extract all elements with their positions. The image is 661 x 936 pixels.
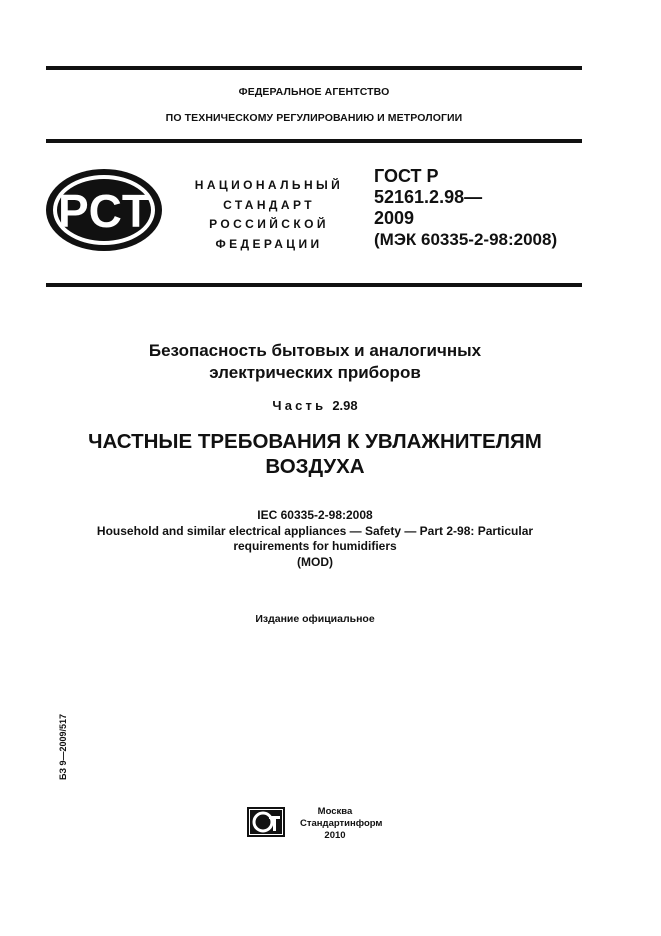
agency-line-2: ПО ТЕХНИЧЕСКОМУ РЕГУЛИРОВАНИЮ И МЕТРОЛОГИИ (165, 112, 463, 124)
title-line-1: Безопасность бытовых и аналогичных (148, 341, 482, 360)
standard-designation (374, 166, 557, 250)
edition-note: Издание официальное (255, 613, 375, 625)
iec-mod: (MOD) (297, 554, 333, 569)
standard-type (183, 176, 355, 254)
header-rule (46, 139, 582, 143)
side-note: БЗ 9—2009/517 (58, 713, 68, 780)
publisher-block (300, 806, 383, 842)
standard-type-line: РОССИЙСКОЙ (209, 217, 329, 231)
iec-title-line-1: Household and similar electrical appliances — Safety — Part 2-98: Particular (96, 523, 534, 538)
subtitle-line-1: ЧАСТНЫЕ ТРЕБОВАНИЯ К УВЛАЖНИТЕЛЯМ (88, 430, 542, 453)
title-rule (46, 283, 582, 287)
iec-code: IEC 60335-2-98:2008 (257, 508, 373, 522)
part-number: 2.98 (332, 398, 358, 413)
publisher-city: Москва (317, 806, 353, 817)
rst-logo-icon (44, 167, 164, 253)
standard-type-line: СТАНДАРТ (223, 197, 315, 212)
designation-line-3: 2009 (374, 208, 415, 228)
iec-title-line-2: requirements for humidifiers (233, 539, 397, 553)
svg-text:PCT: PCT (58, 185, 150, 237)
document-title (60, 340, 570, 384)
subtitle-line-2: ВОЗДУХА (265, 455, 365, 478)
publisher-name: Стандартинформ (300, 818, 383, 829)
title-line-2: электрических приборов (209, 363, 421, 382)
designation-line-4: (МЭК 60335-2-98:2008) (374, 230, 558, 249)
standartinform-logo-icon (247, 807, 285, 837)
iec-reference (50, 508, 580, 570)
standard-type-line: ФЕДЕРАЦИИ (215, 236, 323, 251)
document-subtitle (40, 429, 590, 479)
top-rule (46, 66, 582, 70)
publisher-year: 2010 (324, 830, 346, 841)
part-label: Часть (272, 398, 327, 413)
designation-line-2: 52161.2.98— (374, 187, 483, 207)
designation-line-1: ГОСТ Р (374, 166, 439, 186)
agency-line-1: ФЕДЕРАЛЬНОЕ АГЕНТСТВО (238, 86, 390, 98)
part-heading (60, 398, 570, 413)
standard-type-line: НАЦИОНАЛЬНЫЙ (194, 178, 344, 192)
